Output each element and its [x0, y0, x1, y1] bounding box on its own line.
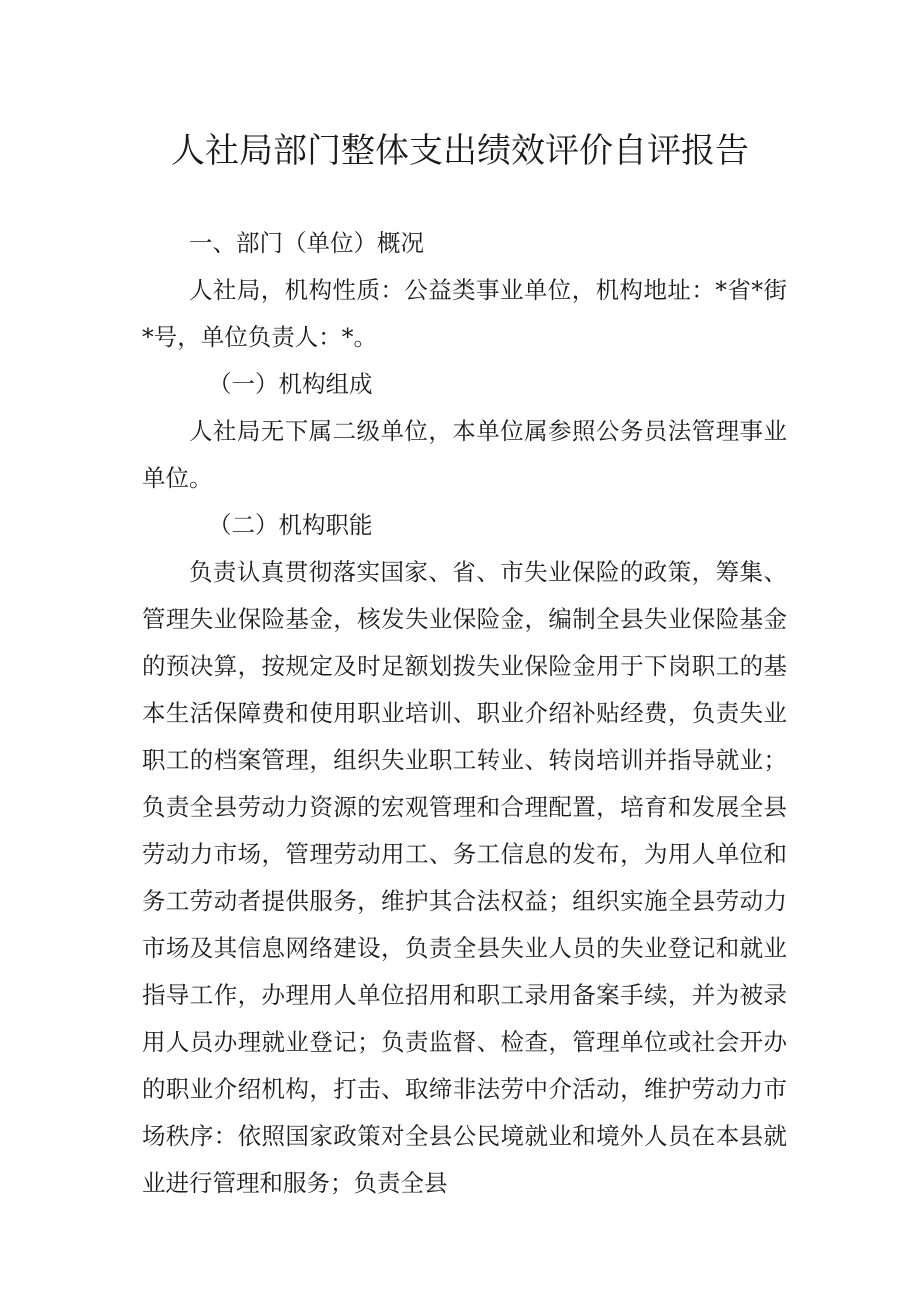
composition-paragraph: 人社局无下属二级单位，本单位属参照公务员法管理事业单位。	[142, 417, 787, 492]
document-body	[142, 220, 787, 1207]
subsection-heading-functions: （二）机构职能	[208, 511, 373, 539]
overview-paragraph: 人社局，机构性质：公益类事业单位，机构地址：*省*街*号，单位负责人：*。	[142, 276, 787, 351]
document-title: 人社局部门整体支出绩效评价自评报告	[171, 131, 749, 171]
functions-paragraph: 负责认真贯彻落实国家、省、市失业保险的政策，筹集、管理失业保险基金，核发失业保险金，编制全县失业保险基金的预决算，按规定及时足额划拨失业保险金用于下岗职工的基本生活保障费和使用职业培训、职业介绍补贴经费，负责失业职工的档案管理，组织失业职工转业、转岗培训并指导就业；负责全县劳动力资源的宏观管理和合理配置，培育和发展全县劳动力市场，管理劳动用工、务工信息的发布，为用人单位和务工劳动者提供服务，维护其合法权益；组织实施全县劳动力市场及其信息网络建设，负责全县失业人员的失业登记和就业指导工作，办理用人单位招用和职工录用备案手续，并为被录用人员办理就业登记；负责监督、检查，管理单位或社会开办的职业介绍机构，打击、取缔非法劳中介活动，维护劳动力市场秩序：依照国家政策对全县公民境就业和境外人员在本县就业进行管理和服务；负责全县	[142, 558, 787, 1197]
subsection-heading-composition: （一）机构组成	[208, 370, 373, 398]
section-heading-overview: 一、部门（单位）概况	[189, 229, 424, 257]
